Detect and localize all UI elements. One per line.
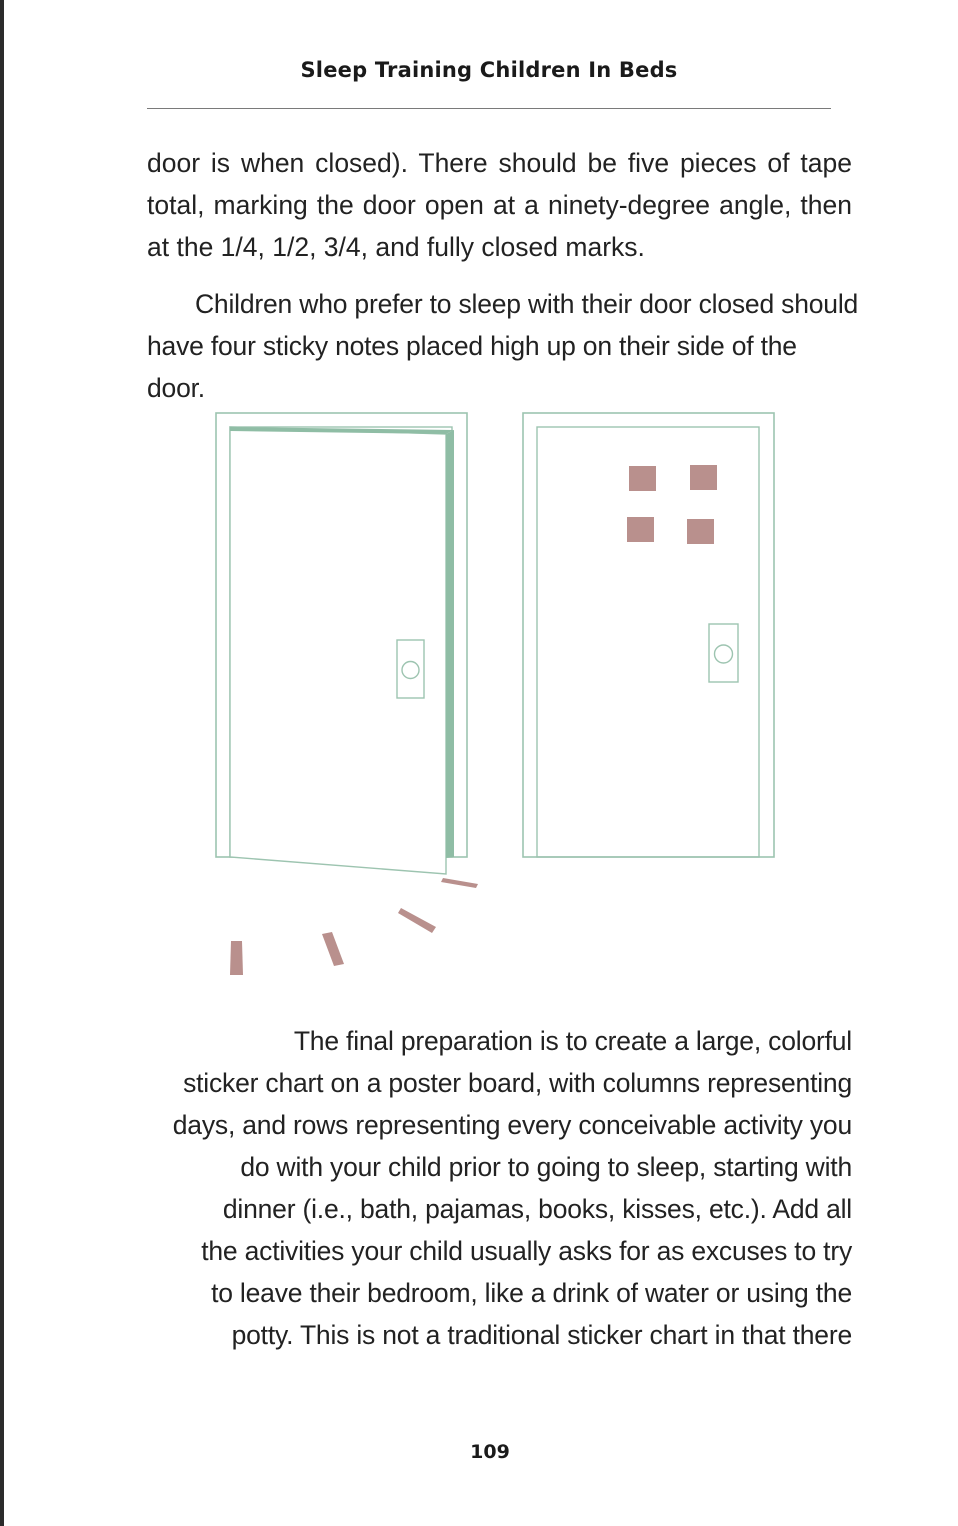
sticky-note-4 [687, 519, 714, 544]
left-door-edge [446, 430, 454, 858]
floor-tape-closed [441, 878, 478, 888]
text-line: the activities your child usually asks for as excuses to try [201, 1236, 852, 1266]
page-number: 109 [470, 1441, 510, 1463]
paragraph-sticky-notes: Children who prefer to sleep with their door closed should have four sticky notes placed high up on their side of the door. [147, 289, 859, 403]
floor-tape-three-quarter [398, 908, 436, 933]
page-left-edge [0, 0, 4, 1526]
floor-tape-half [322, 932, 344, 966]
right-door-handle-plate [709, 624, 738, 682]
door-illustration [200, 400, 800, 990]
text-line: potty. This is not a traditional sticker chart in that there [231, 1320, 852, 1350]
text-line: do with your child prior to going to sleep, starting with [240, 1152, 852, 1182]
text-line: dinner (i.e., bath, pajamas, books, kisses, etc.). Add all [222, 1194, 852, 1224]
open-door-with-floor-tape-icon [216, 413, 478, 975]
paragraph-sticker-chart [160, 1020, 852, 1356]
sticky-note-1 [629, 466, 656, 491]
running-head-title: Sleep Training Children In Beds [300, 58, 678, 82]
left-door-handle-plate [397, 640, 424, 698]
sticky-note-2 [690, 465, 717, 490]
text-line: sticker chart on a poster board, with columns representing [183, 1068, 852, 1098]
floor-tape-quarter [230, 941, 243, 975]
header-divider [147, 108, 831, 109]
sticky-note-3 [627, 517, 654, 542]
text-line: days, and rows representing every conceivable activity you [172, 1110, 852, 1140]
text-line: to leave their bedroom, like a drink of water or using the [211, 1278, 852, 1308]
paragraph-tape-marks: door is when closed). There should be five pieces of tape total, marking the door open at a ninety-degree angle, then at the 1/4, 1/2, 3/4, and fully closed marks. [147, 148, 852, 262]
closed-door-with-sticky-notes-icon [523, 413, 774, 857]
text-line: The final preparation is to create a large, colorful [293, 1026, 852, 1056]
